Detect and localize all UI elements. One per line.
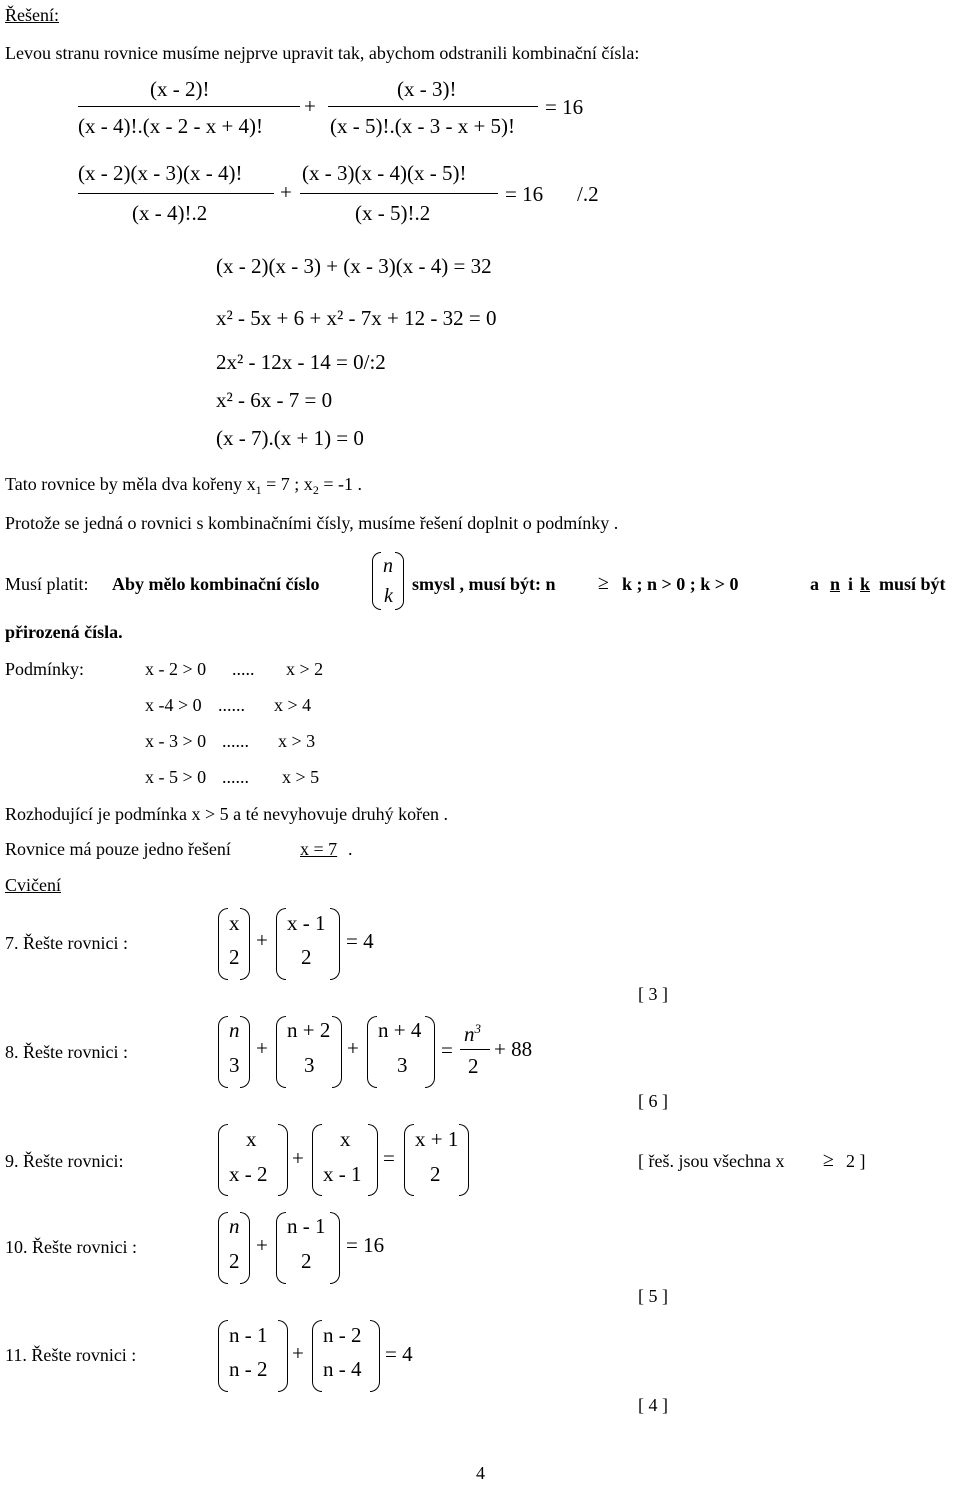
right-paren bbox=[395, 552, 404, 610]
eq2-rhs: = 16 bbox=[505, 182, 544, 206]
binom-top: x bbox=[229, 911, 240, 935]
derivation-line-1: (x - 2)(x - 3) + (x - 3)(x - 4) = 32 bbox=[216, 254, 492, 278]
binom-bottom: 3 bbox=[397, 1053, 408, 1077]
eq1-rhs: = 16 bbox=[545, 95, 584, 119]
must-text-b: smysl , musí být: n bbox=[412, 574, 556, 594]
conditions-intro: Protože se jedná o rovnici s kombinačními čísly, musíme řešení doplnit o podmínky . bbox=[5, 513, 619, 533]
fraction-denominator: 2 bbox=[468, 1054, 479, 1078]
equation-tail: + 88 bbox=[494, 1037, 533, 1061]
exercise-label: 8. Řešte rovnici : bbox=[5, 1042, 128, 1062]
derivation-line-5: (x - 7).(x + 1) = 0 bbox=[216, 426, 364, 450]
fraction-bar bbox=[460, 1049, 490, 1050]
condition-right: x > 3 bbox=[278, 731, 316, 751]
right-paren bbox=[240, 1016, 250, 1088]
decisive-text: Rozhodující je podmínka x > 5 a té nevyhovuje druhý kořen . bbox=[5, 804, 449, 824]
geq-symbol: ≥ bbox=[823, 1149, 834, 1171]
conclusion-dot: . bbox=[348, 839, 353, 859]
conditions-label: Podmínky: bbox=[5, 659, 85, 679]
binom-top: n + 2 bbox=[287, 1018, 331, 1042]
binom-top: n bbox=[229, 1018, 240, 1042]
condition-dots: ...... bbox=[218, 695, 245, 715]
condition-dots: ...... bbox=[222, 767, 249, 787]
condition-right: x > 5 bbox=[282, 767, 320, 787]
page-number: 4 bbox=[476, 1463, 485, 1483]
left-paren bbox=[276, 1212, 286, 1284]
binom-top: n - 2 bbox=[323, 1323, 362, 1347]
left-paren bbox=[218, 1016, 228, 1088]
equals-sign: = bbox=[383, 1146, 395, 1170]
equation-rhs: = 4 bbox=[346, 929, 374, 953]
eq2-denominator-1: (x - 4)!.2 bbox=[132, 201, 208, 225]
right-paren bbox=[370, 1320, 380, 1392]
left-paren bbox=[276, 1016, 286, 1088]
binom-bottom: 3 bbox=[304, 1053, 315, 1077]
binom-top: n + 4 bbox=[378, 1018, 422, 1042]
binom-bottom: 2 bbox=[430, 1162, 441, 1186]
right-paren bbox=[278, 1320, 288, 1392]
exercise-answer: [ 6 ] bbox=[638, 1091, 668, 1111]
exercise-label: 7. Řešte rovnici : bbox=[5, 933, 128, 953]
left-paren bbox=[218, 1320, 228, 1392]
condition-dots: ...... bbox=[222, 731, 249, 751]
derivation-line-4: x² - 6x - 7 = 0 bbox=[216, 388, 333, 412]
exercises-heading: Cvičení bbox=[5, 875, 61, 895]
right-paren bbox=[332, 1016, 342, 1088]
left-paren bbox=[218, 1212, 228, 1284]
exercise-answer-end: 2 ] bbox=[846, 1151, 866, 1171]
eq1-numerator-1: (x - 2)! bbox=[150, 77, 210, 101]
must-text-e: musí být bbox=[879, 574, 946, 594]
plus-sign: + bbox=[256, 1233, 268, 1257]
eq1-numerator-2: (x - 3)! bbox=[397, 77, 457, 101]
left-paren bbox=[312, 1320, 322, 1392]
conclusion-answer: x = 7 bbox=[300, 839, 338, 859]
condition-right: x > 2 bbox=[286, 659, 324, 679]
right-paren bbox=[425, 1016, 435, 1088]
right-paren bbox=[330, 1212, 340, 1284]
equation-rhs: = 16 bbox=[346, 1233, 385, 1257]
right-paren bbox=[278, 1124, 288, 1196]
must-i: i bbox=[848, 574, 854, 594]
fraction-bar bbox=[328, 106, 538, 107]
must-k: k bbox=[860, 574, 871, 594]
binom-top: x - 1 bbox=[287, 911, 326, 935]
must-text-f: přirozená čísla. bbox=[5, 622, 123, 642]
condition-left: x - 3 > 0 bbox=[145, 731, 207, 751]
binom-top: x bbox=[340, 1127, 351, 1151]
eq2-numerator-2: (x - 3)(x - 4)(x - 5)! bbox=[302, 161, 467, 185]
section-title: Řešení: bbox=[5, 5, 59, 25]
binom-bottom: n - 4 bbox=[323, 1357, 362, 1381]
binom-bottom: k bbox=[384, 585, 393, 607]
condition-left: x - 5 > 0 bbox=[145, 767, 207, 787]
exercise-label: 9. Řešte rovnici: bbox=[5, 1151, 124, 1171]
equals-sign: = bbox=[441, 1038, 453, 1062]
binom-top: n bbox=[229, 1214, 240, 1238]
left-paren bbox=[404, 1124, 414, 1196]
eq1-denominator-1: (x - 4)!.(x - 2 - x + 4)! bbox=[78, 114, 264, 138]
binom-top: n bbox=[383, 555, 393, 577]
must-label: Musí platit: bbox=[5, 574, 89, 594]
plus-sign: + bbox=[280, 180, 292, 204]
equation-rhs: = 4 bbox=[385, 1342, 413, 1366]
left-paren bbox=[276, 908, 286, 980]
condition-left: x - 2 > 0 bbox=[145, 659, 207, 679]
right-paren bbox=[459, 1124, 469, 1196]
binom-bottom: 2 bbox=[229, 1249, 240, 1273]
condition-left: x -4 > 0 bbox=[145, 695, 202, 715]
right-paren bbox=[240, 1212, 250, 1284]
binom-bottom: n - 2 bbox=[229, 1357, 268, 1381]
left-paren bbox=[367, 1016, 377, 1088]
plus-sign: + bbox=[292, 1146, 304, 1170]
left-paren bbox=[312, 1124, 322, 1196]
binom-top: n - 1 bbox=[287, 1214, 326, 1238]
geq-symbol: ≥ bbox=[598, 572, 609, 594]
plus-sign: + bbox=[256, 928, 268, 952]
left-paren bbox=[372, 552, 381, 610]
eq2-numerator-1: (x - 2)(x - 3)(x - 4)! bbox=[78, 161, 243, 185]
exercise-label: 10. Řešte rovnici : bbox=[5, 1237, 137, 1257]
binom-top: x bbox=[246, 1127, 257, 1151]
binom-bottom: 2 bbox=[301, 1249, 312, 1273]
right-paren bbox=[368, 1124, 378, 1196]
plus-sign: + bbox=[256, 1036, 268, 1060]
binom-bottom: 2 bbox=[301, 945, 312, 969]
binom-bottom: 3 bbox=[229, 1053, 240, 1077]
must-text-c: k ; n > 0 ; k > 0 bbox=[622, 574, 739, 594]
fraction-bar bbox=[78, 106, 300, 107]
exercise-answer: [ 4 ] bbox=[638, 1395, 668, 1415]
exercise-answer: [ 3 ] bbox=[638, 984, 668, 1004]
plus-sign: + bbox=[292, 1341, 304, 1365]
condition-right: x > 4 bbox=[274, 695, 312, 715]
fraction-bar bbox=[300, 193, 498, 194]
plus-sign: + bbox=[347, 1036, 359, 1060]
must-text-a: Aby mělo kombinační číslo bbox=[112, 574, 320, 594]
fraction-bar bbox=[78, 193, 274, 194]
must-n: n bbox=[830, 574, 841, 594]
binom-top: n - 1 bbox=[229, 1323, 268, 1347]
condition-dots: ..... bbox=[232, 659, 255, 679]
must-text-d: a bbox=[810, 574, 819, 594]
right-paren bbox=[240, 908, 250, 980]
exercise-label: 11. Řešte rovnici : bbox=[5, 1345, 137, 1365]
derivation-line-2: x² - 5x + 6 + x² - 7x + 12 - 32 = 0 bbox=[216, 306, 497, 330]
binom-top: x + 1 bbox=[415, 1127, 459, 1151]
fraction-numerator: $n^3$ bbox=[464, 1021, 481, 1046]
conclusion-text: Rovnice má pouze jedno řešení bbox=[5, 839, 231, 859]
eq2-denominator-2: (x - 5)!.2 bbox=[355, 201, 431, 225]
intro-text: Levou stranu rovnice musíme nejprve upravit tak, abychom odstranili kombinační čísla: bbox=[5, 43, 640, 63]
binom-bottom: x - 1 bbox=[323, 1162, 362, 1186]
derivation-line-3: 2x² - 12x - 14 = 0/:2 bbox=[216, 350, 386, 374]
roots-sentence: Tato rovnice by měla dva kořeny $x_1 = 7$ ; $x_2 = -1$ . bbox=[5, 474, 362, 497]
left-paren bbox=[218, 908, 228, 980]
exercise-answer: [ řeš. jsou všechna x bbox=[638, 1151, 785, 1171]
left-paren bbox=[218, 1124, 228, 1196]
exercise-answer: [ 5 ] bbox=[638, 1286, 668, 1306]
binom-bottom: x - 2 bbox=[229, 1162, 268, 1186]
eq2-operation: /.2 bbox=[577, 182, 599, 206]
eq1-denominator-2: (x - 5)!.(x - 3 - x + 5)! bbox=[330, 114, 516, 138]
plus-sign: + bbox=[304, 94, 316, 118]
binom-bottom: 2 bbox=[229, 945, 240, 969]
right-paren bbox=[330, 908, 340, 980]
